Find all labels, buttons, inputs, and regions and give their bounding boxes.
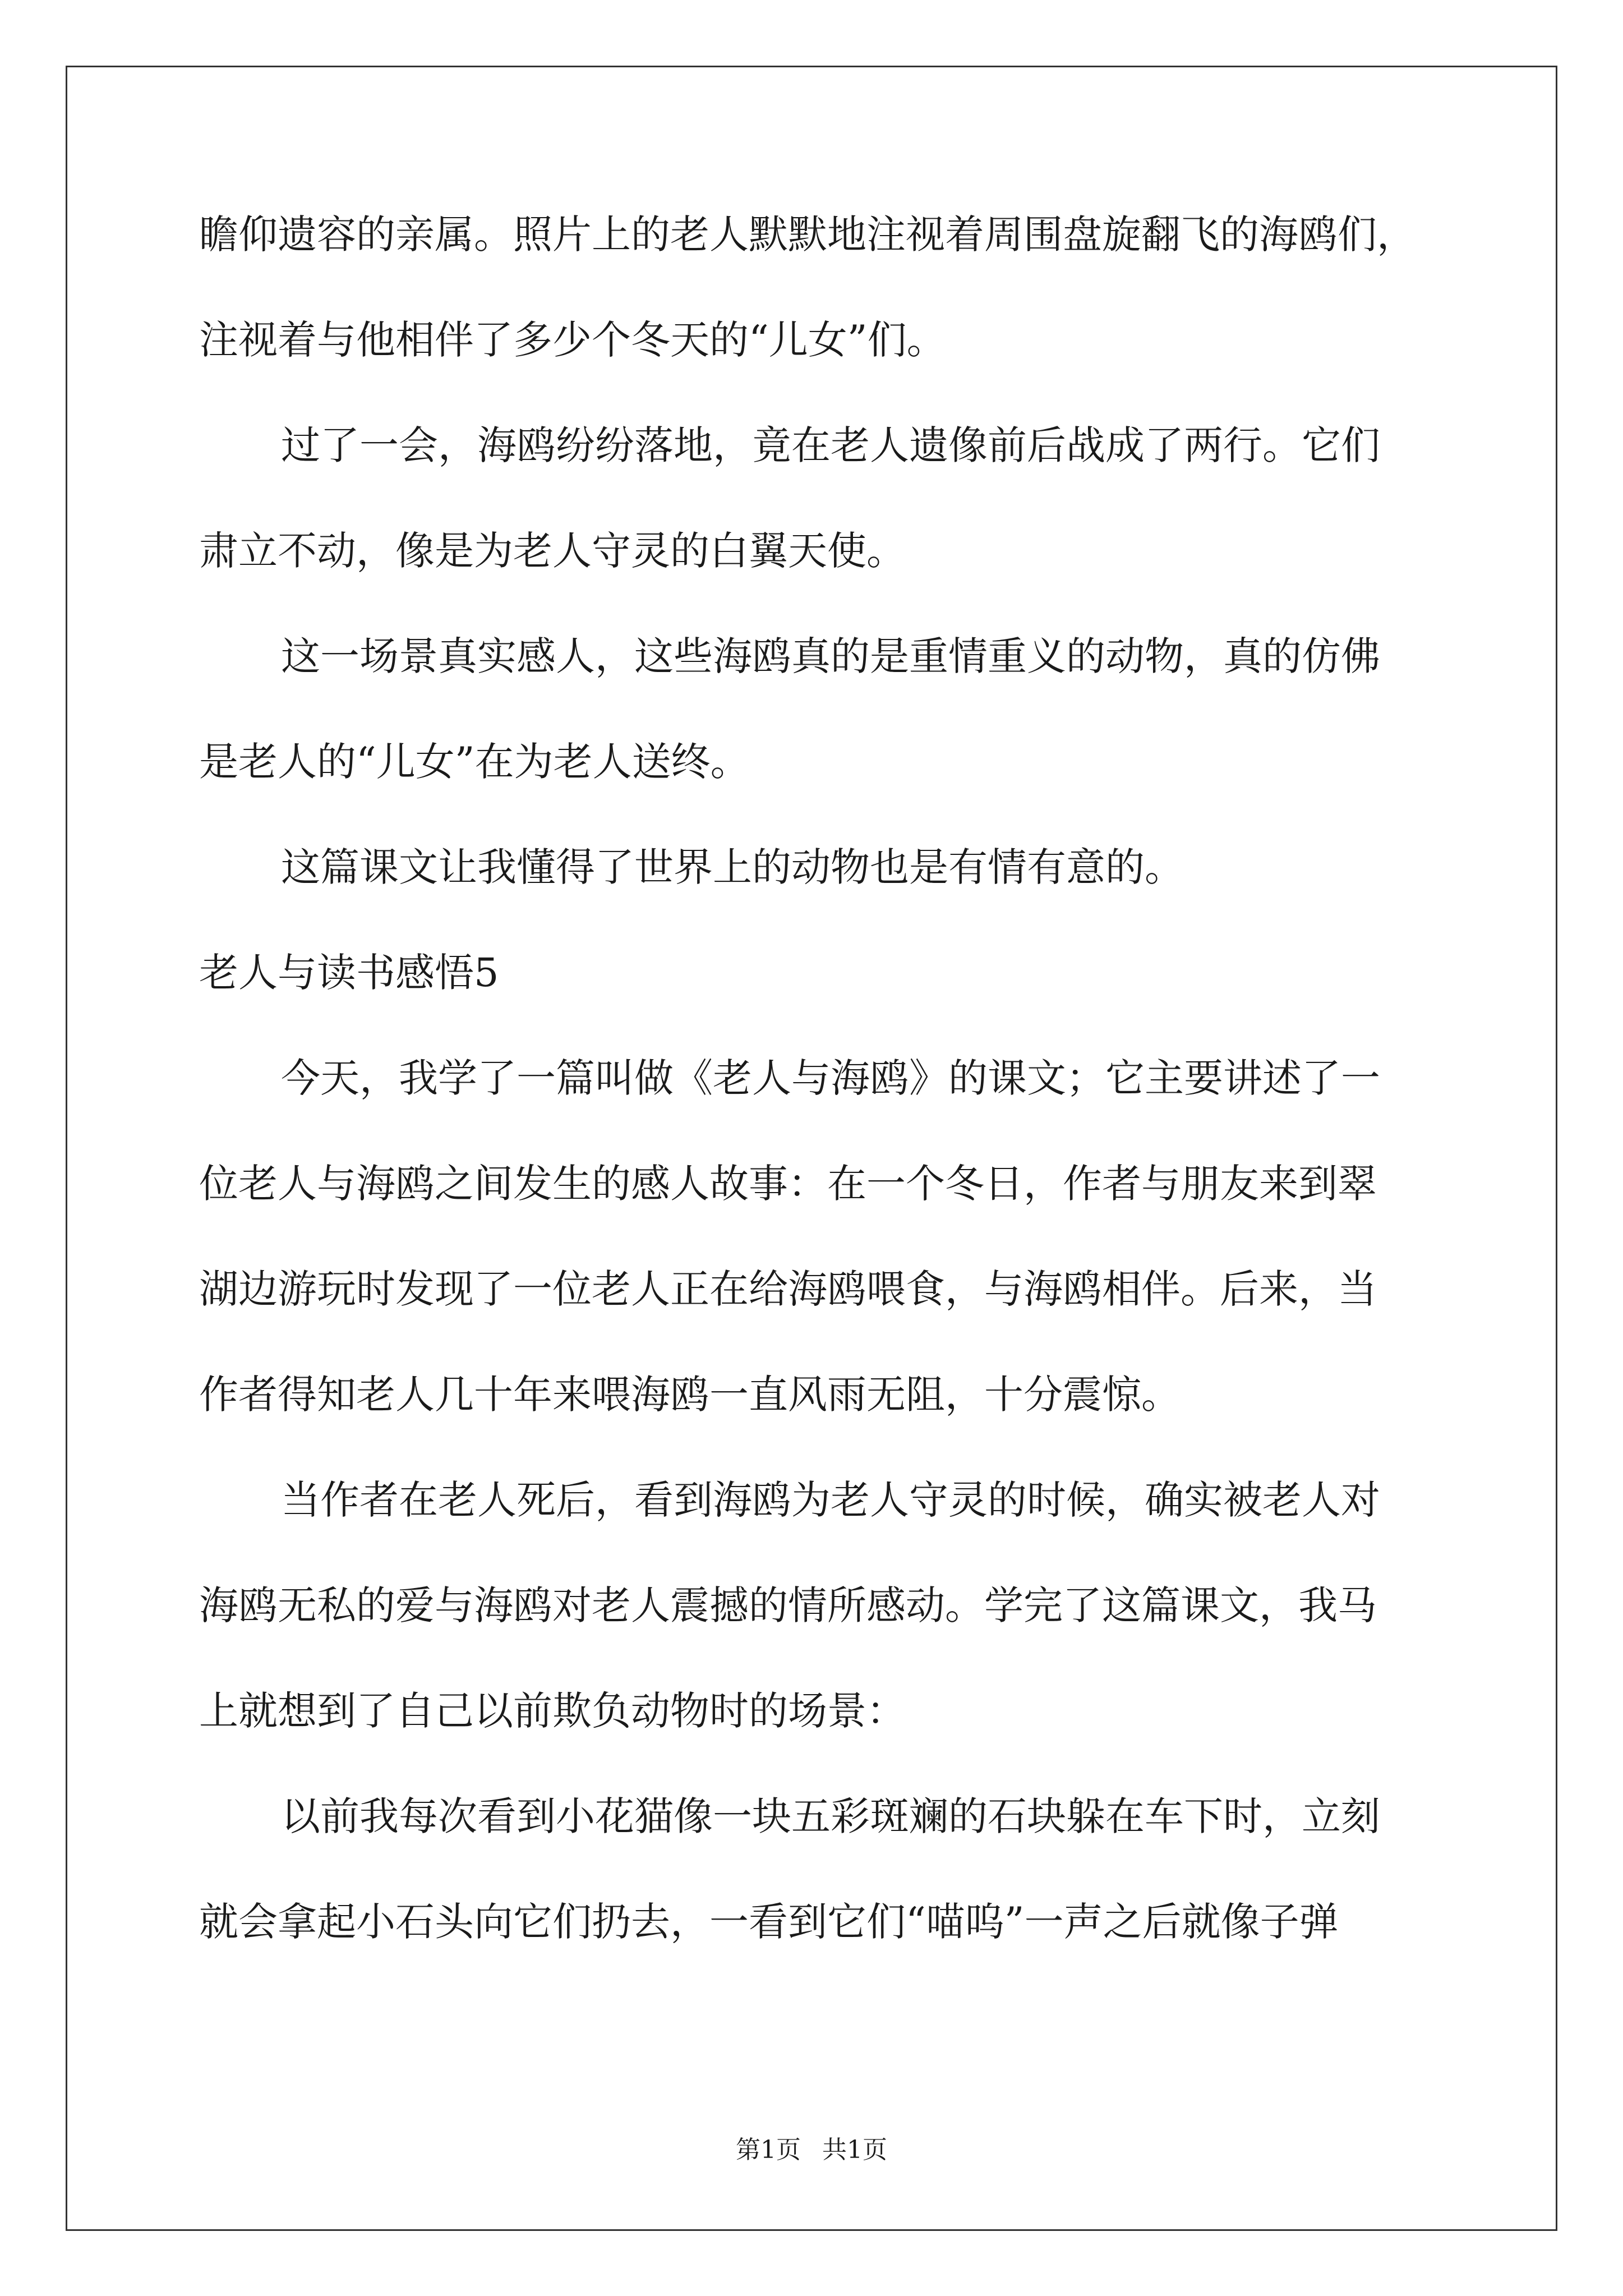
text-line: 上就想到了自己以前欺负动物时的场景： bbox=[199, 1688, 906, 1734]
text-line: 作者得知老人几十年来喂海鸥一直风雨无阻，十分震惊。 bbox=[199, 1372, 1181, 1418]
document-body bbox=[199, 208, 1433, 1949]
text-line: 当作者在老人死后，看到海鸥为老人守灵的时候，确实被老人对 bbox=[281, 1477, 1380, 1523]
text-line: 过了一会，海鸥纷纷落地，竟在老人遗像前后战成了两行。它们 bbox=[281, 422, 1380, 468]
page-footer bbox=[0, 2134, 1623, 2166]
section-heading: 老人与读书感悟5 bbox=[199, 950, 499, 996]
text-line: 这篇课文让我懂得了世界上的动物也是有情有意的。 bbox=[281, 844, 1184, 890]
page-total: 共1页 bbox=[822, 2136, 887, 2164]
text-line: 是老人的“儿女”在为老人送终。 bbox=[199, 739, 750, 785]
text-line: 这一场景真实感人，这些海鸥真的是重情重义的动物，真的仿佛 bbox=[281, 633, 1380, 679]
text-line: 瞻仰遗容的亲属。照片上的老人默默地注视着周围盘旋翻飞的海鸥们， bbox=[199, 211, 1416, 257]
text-line: 以前我每次看到小花猫像一块五彩斑斓的石块躲在车下时，立刻 bbox=[281, 1793, 1380, 1839]
page-number: 第1页 bbox=[736, 2136, 801, 2164]
text-line: 今天，我学了一篇叫做《老人与海鸥》的课文；它主要讲述了一 bbox=[281, 1055, 1380, 1101]
text-line: 湖边游玩时发现了一位老人正在给海鸥喂食，与海鸥相伴。后来，当 bbox=[199, 1266, 1377, 1312]
text-line: 位老人与海鸥之间发生的感人故事：在一个冬日，作者与朋友来到翠 bbox=[199, 1161, 1377, 1207]
text-line: 海鸥无私的爱与海鸥对老人震撼的情所感动。学完了这篇课文，我马 bbox=[199, 1582, 1377, 1628]
text-line: 就会拿起小石头向它们扔去，一看到它们“喵呜”一声之后就像子弹 bbox=[199, 1899, 1339, 1945]
text-line: 注视着与他相伴了多少个冬天的“儿女”们。 bbox=[199, 317, 946, 363]
text-line: 肃立不动，像是为老人守灵的白翼天使。 bbox=[199, 528, 906, 574]
